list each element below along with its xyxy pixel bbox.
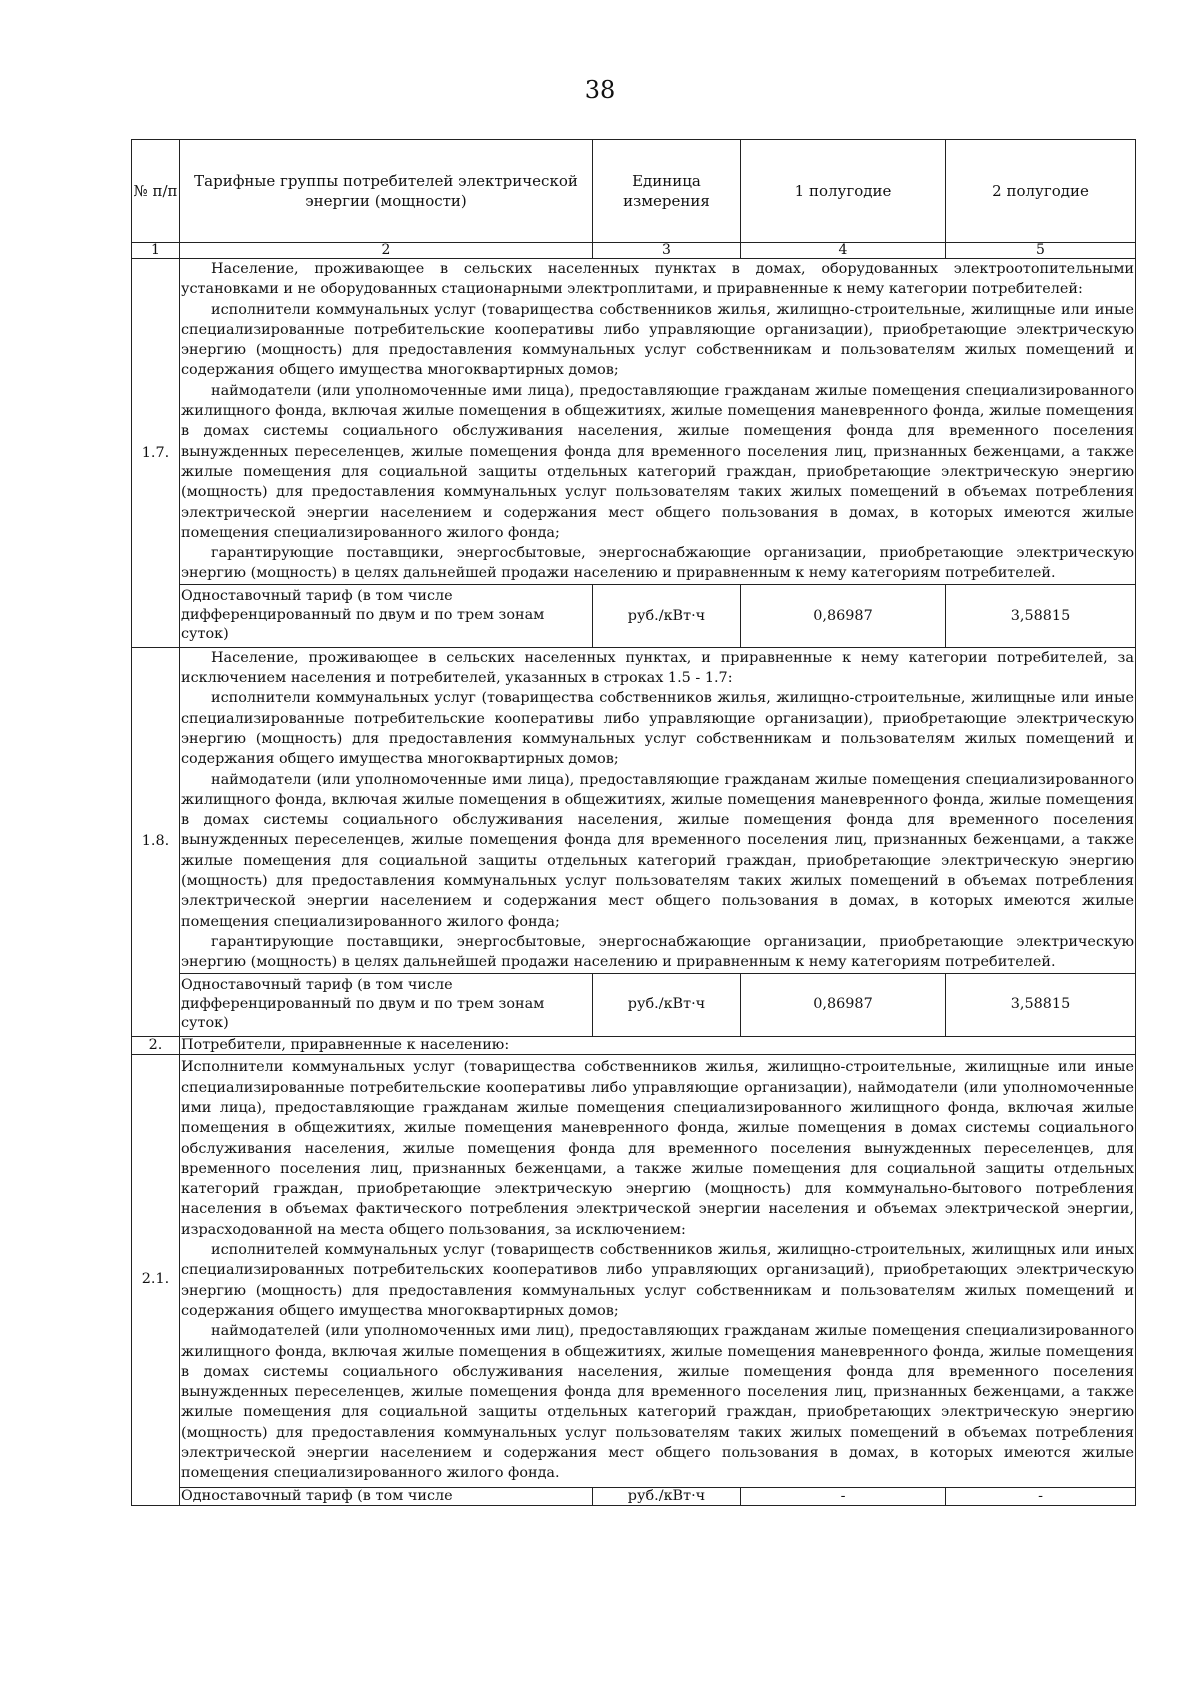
tariff-unit: руб./кВт·ч (593, 1487, 741, 1505)
tariff-unit: руб./кВт·ч (593, 973, 741, 1036)
description-paragraph: наймодателей (или уполномоченных ими лиц), предоставляющих гражданам жилые помещения специализированного жилищного фонда, включая жилые помещения в общежитиях, жилые помещения маневренного фонда, жилые помещения в домах системы социального обслуживания населения, жилые помещения фонда для временного поселения вынужденных переселенцев, жилые помещения фонда для временного поселения лиц, признанных беженцами, а также жилые помещения для социальной защиты отдельных категорий граждан, приобретающих электрическую энергию (мощность) для предоставления коммунальных услуг пользователям таких жилых помещений в объемах потребления электрической энергии населением и содержания мест общего пользования в домах, в которых имеются жилые помещения специализированного жилого фонда. (181, 1323, 1134, 1482)
header-unit: Единица измерения (593, 140, 741, 243)
tariff-value-half1: - (741, 1487, 946, 1505)
table-header-row (132, 140, 1136, 243)
description-paragraph: наймодатели (или уполномоченные ими лица), предоставляющие гражданам жилые помещения специализированного жилищного фонда, включая жилые помещения в общежитиях, жилые помещения маневренного фонда, жилые помещения в домах системы социального обслуживания населения, жилые помещения фонда для временного поселения вынужденных переселенцев, жилые помещения фонда для временного поселения лиц, признанных беженцами, а также жилые помещения для социальной защиты отдельных категорий граждан, приобретающие электрическую энергию (мощность) для предоставления коммунальных услуг пользователям таких жилых помещений в объемах потребления электрической энергии населением и содержания мест общего пользования в домах, в которых имеются жилые помещения специализированного жилого фонда; (181, 771, 1134, 930)
column-number: 2 (180, 243, 593, 259)
table-row-1-7-tariff (132, 584, 1136, 647)
table-row-1-7-description (132, 259, 1136, 585)
row-number: 2.1. (132, 1054, 180, 1505)
description-paragraph: исполнители коммунальных услуг (товарищества собственников жилья, жилищно-строительные, жилищные или иные специализированные потребительские кооперативы либо управляющие организации), приобретающие электрическую энергию (мощность) для предоставления коммунальных услуг собственникам и пользователям жилых помещений и содержания общего имущества многоквартирных домов; (181, 690, 1134, 768)
column-number-row (132, 243, 1136, 259)
tariff-label: Одноставочный тариф (в том числе дифференцированный по двум и по трем зонам суток) (180, 584, 593, 647)
section-label-text: Потребители, приравненные к населению: (181, 1036, 510, 1053)
row-description (180, 1054, 1136, 1487)
description-intro: Исполнители коммунальных услуг (товарищества собственников жилья, жилищно-строительные, жилищные или иные специализированные потребительские кооперативы либо управляющие организации), наймодатели (или уполномоченные ими лица), предоставляющие гражданам жилые помещения специализированного жилищного фонда, включая жилые помещения в общежитиях, жилые помещения маневренного фонда, жилые помещения в домах системы социального обслуживания населения, жилые помещения фонда для временного поселения вынужденных переселенцев, для временного поселения лиц, признанных беженцами, а также жилые помещения для социальной защиты отдельных категорий граждан, приобретающие электрическую энергию (мощность) для коммунально-бытового потребления населения в объемах фактического потребления электрической энергии населения и объемах электрической энергии, израсходованной на места общего пользования, за исключением: (181, 1059, 1134, 1238)
tariff-table (131, 139, 1136, 1506)
header-num: № п/п (132, 140, 180, 243)
table-row-2-1-tariff (132, 1487, 1136, 1505)
column-number: 1 (132, 243, 180, 259)
description-paragraph: исполнителей коммунальных услуг (товариществ собственников жилья, жилищно-строительных, жилищных или иных специализированных потребительских кооперативов либо управляющих организаций), приобретающих электрическую энергию (мощность) для предоставления коммунальных услуг собственникам и пользователям жилых помещений и содержания общего имущества многоквартирных домов; (181, 1242, 1134, 1319)
tariff-value-half2: 3,58815 (946, 973, 1136, 1036)
row-number: 1.8. (132, 647, 180, 1036)
tariff-value-half2: - (946, 1487, 1136, 1505)
header-half1: 1 полугодие (741, 140, 946, 243)
row-description (180, 647, 1136, 973)
table-row-1-8-tariff (132, 973, 1136, 1036)
header-group: Тарифные группы потребителей электрической энергии (мощности) (180, 140, 593, 243)
row-description (180, 259, 1136, 585)
table-row-2-1-description (132, 1054, 1136, 1487)
description-paragraph: наймодатели (или уполномоченные ими лица), предоставляющие гражданам жилые помещения специализированного жилищного фонда, включая жилые помещения в общежитиях, жилые помещения маневренного фонда, жилые помещения в домах системы социального обслуживания населения, жилые помещения фонда для временного поселения вынужденных переселенцев, жилые помещения фонда для временного поселения лиц, признанных беженцами, а также жилые помещения для социальной защиты отдельных категорий граждан, приобретающие электрическую энергию (мощность) для предоставления коммунальных услуг пользователям таких жилых помещений в объемах потребления электрической энергии населением и содержания мест общего пользования в домах, в которых имеются жилые помещения специализированного жилого фонда; (181, 382, 1134, 541)
description-paragraph: гарантирующие поставщики, энергосбытовые, энергоснабжающие организации, приобретающие электрическую энергию (мощность) в целях дальнейшей продажи населению и приравненным к нему категориям потребителей. (181, 933, 1134, 971)
tariff-value-half1: 0,86987 (741, 973, 946, 1036)
header-half2: 2 полугодие (946, 140, 1136, 243)
tariff-value-half1: 0,86987 (741, 584, 946, 647)
description-paragraph: исполнители коммунальных услуг (товарищества собственников жилья, жилищно-строительные, жилищные или иные специализированные потребительские кооперативы либо управляющие организации), приобретающие электрическую энергию (мощность) для предоставления коммунальных услуг собственникам и пользователям жилых помещений и содержания общего имущества многоквартирных домов; (181, 301, 1134, 379)
row-number: 2. (132, 1036, 180, 1054)
description-paragraph: гарантирующие поставщики, энергосбытовые, энергоснабжающие организации, приобретающие электрическую энергию (мощность) в целях дальнейшей продажи населению и приравненным к нему категориям потребителей. (181, 545, 1134, 582)
section-label (180, 1036, 1136, 1054)
row-number: 1.7. (132, 259, 180, 648)
description-intro: Население, проживающее в сельских населенных пунктах в домах, оборудованных электроотопительными установками и не оборудованных стационарными электроплитами, и приравненные к нему категории потребителей: (181, 261, 1134, 298)
column-number: 5 (946, 243, 1136, 259)
column-number: 4 (741, 243, 946, 259)
tariff-label: Одноставочный тариф (в том числе дифференцированный по двум и по трем зонам суток) (180, 973, 593, 1036)
column-number: 3 (593, 243, 741, 259)
table-row-1-8-description (132, 647, 1136, 973)
tariff-value-half2: 3,58815 (946, 584, 1136, 647)
tariff-label: Одноставочный тариф (в том числе (180, 1487, 593, 1505)
page-number: 38 (584, 76, 616, 104)
table-row-2 (132, 1036, 1136, 1054)
tariff-unit: руб./кВт·ч (593, 584, 741, 647)
description-intro: Население, проживающее в сельских населенных пунктах, и приравненные к нему категории потребителей, за исключением населения и потребителей, указанных в строках 1.5 - 1.7: (181, 649, 1134, 687)
